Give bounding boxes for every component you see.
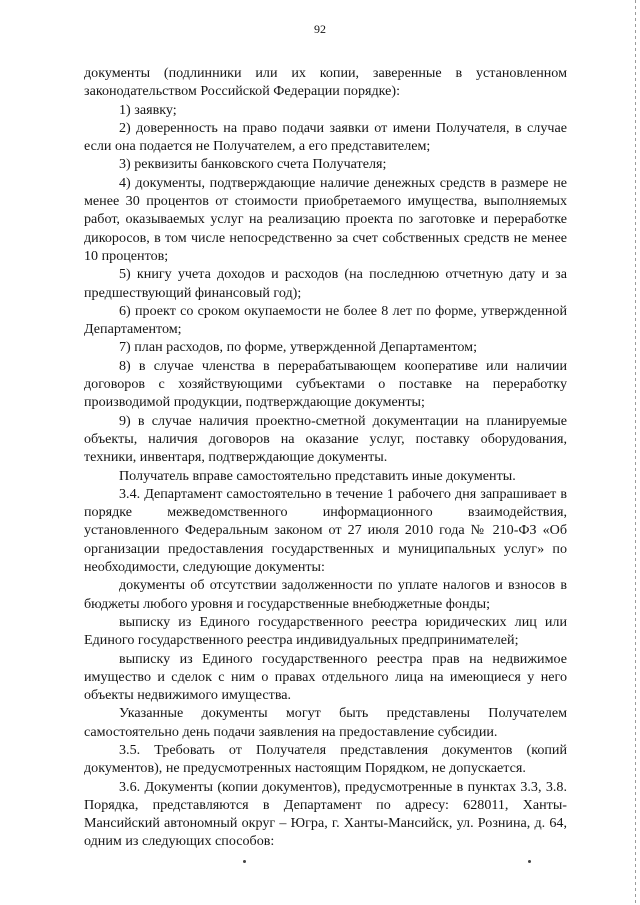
paragraph: 4) документы, подтверждающие наличие денежных средств в размере не менее 30 процентов от стоимости приобретаемого имущества, выполняемых работ, оказываемых услуг на реализацию проекта по заготовке и переработке дикоросов, в том числе непосредственно за счет собственных средств не менее 10 процентов; <box>84 174 567 264</box>
paragraph: 3.6. Документы (копии документов), предусмотренные в пунктах 3.3, 3.8. Порядка, представляются в Департамент по адресу: 628011, Ханты-Мансийский автономный округ – Югра, г. Ханты-Мансийск, ул. Рознина, д. 64, одним из следующих способов: <box>84 778 567 850</box>
paragraph: 3.5. Требовать от Получателя представления документов (копий документов), не предусмотренных настоящим Порядком, не допускается. <box>84 741 567 777</box>
paragraph: 3) реквизиты банковского счета Получателя; <box>119 156 387 173</box>
page-number: 92 <box>314 22 326 36</box>
document-body <box>84 64 567 851</box>
paragraph: Получатель вправе самостоятельно представить иные документы. <box>119 467 516 484</box>
paragraph: 7) план расходов, по форме, утвержденной Департаментом; <box>119 339 477 356</box>
paragraph: документы (подлинники или их копии, заверенные в установленном законодательством Российской Федерации порядке): <box>84 65 567 100</box>
paragraph: 9) в случае наличия проектно-сметной документации на планируемые объекты, наличия договоров на оказание услуг, поставку оборудования, техники, инвентаря, подтверждающие документы. <box>84 412 567 466</box>
page-edge-line <box>635 0 636 905</box>
paragraph: Указанные документы могут быть представлены Получателем самостоятельно день подачи заявления на предоставление субсидии. <box>84 705 567 740</box>
paragraph: 6) проект со сроком окупаемости не более 8 лет по форме, утвержденной Департаментом; <box>84 302 567 338</box>
scan-speck <box>528 860 531 863</box>
paragraph: 5) книгу учета доходов и расходов (на последнюю отчетную дату и за предшествующий финансовый год); <box>84 266 567 301</box>
paragraph: выписку из Единого государственного реестра прав на недвижимое имущество и сделок с ним о правах отдельного лица на имеющиеся у него объекты недвижимого имущества. <box>84 650 567 704</box>
paragraph: 8) в случае членства в перерабатывающем кооперативе или наличии договоров с хозяйствующими субъектами о поставке на переработку производимой продукции, подтверждающие документы; <box>84 357 567 411</box>
scan-speck <box>243 860 246 863</box>
paragraph: выписку из Единого государственного реестра юридических лиц или Единого государственного реестра индивидуальных предпринимателей; <box>84 613 567 649</box>
paragraph: 2) доверенность на право подачи заявки от имени Получателя, в случае если она подается не Получателем, а его представителем; <box>84 119 567 155</box>
paragraph: 1) заявку; <box>119 101 177 118</box>
paragraph: 3.4. Департамент самостоятельно в течение 1 рабочего дня запрашивает в порядке межведомственного информационного взаимодействия, установленного Федеральным законом от 27 июля 2010 года № 210-ФЗ «Об организации предоставления государственных и муниципальных услуг» по необходимости, следующие документы: <box>84 485 567 576</box>
paragraph: документы об отсутствии задолженности по уплате налогов и взносов в бюджеты любого уровня и государственные внебюджетные фонды; <box>84 577 567 612</box>
